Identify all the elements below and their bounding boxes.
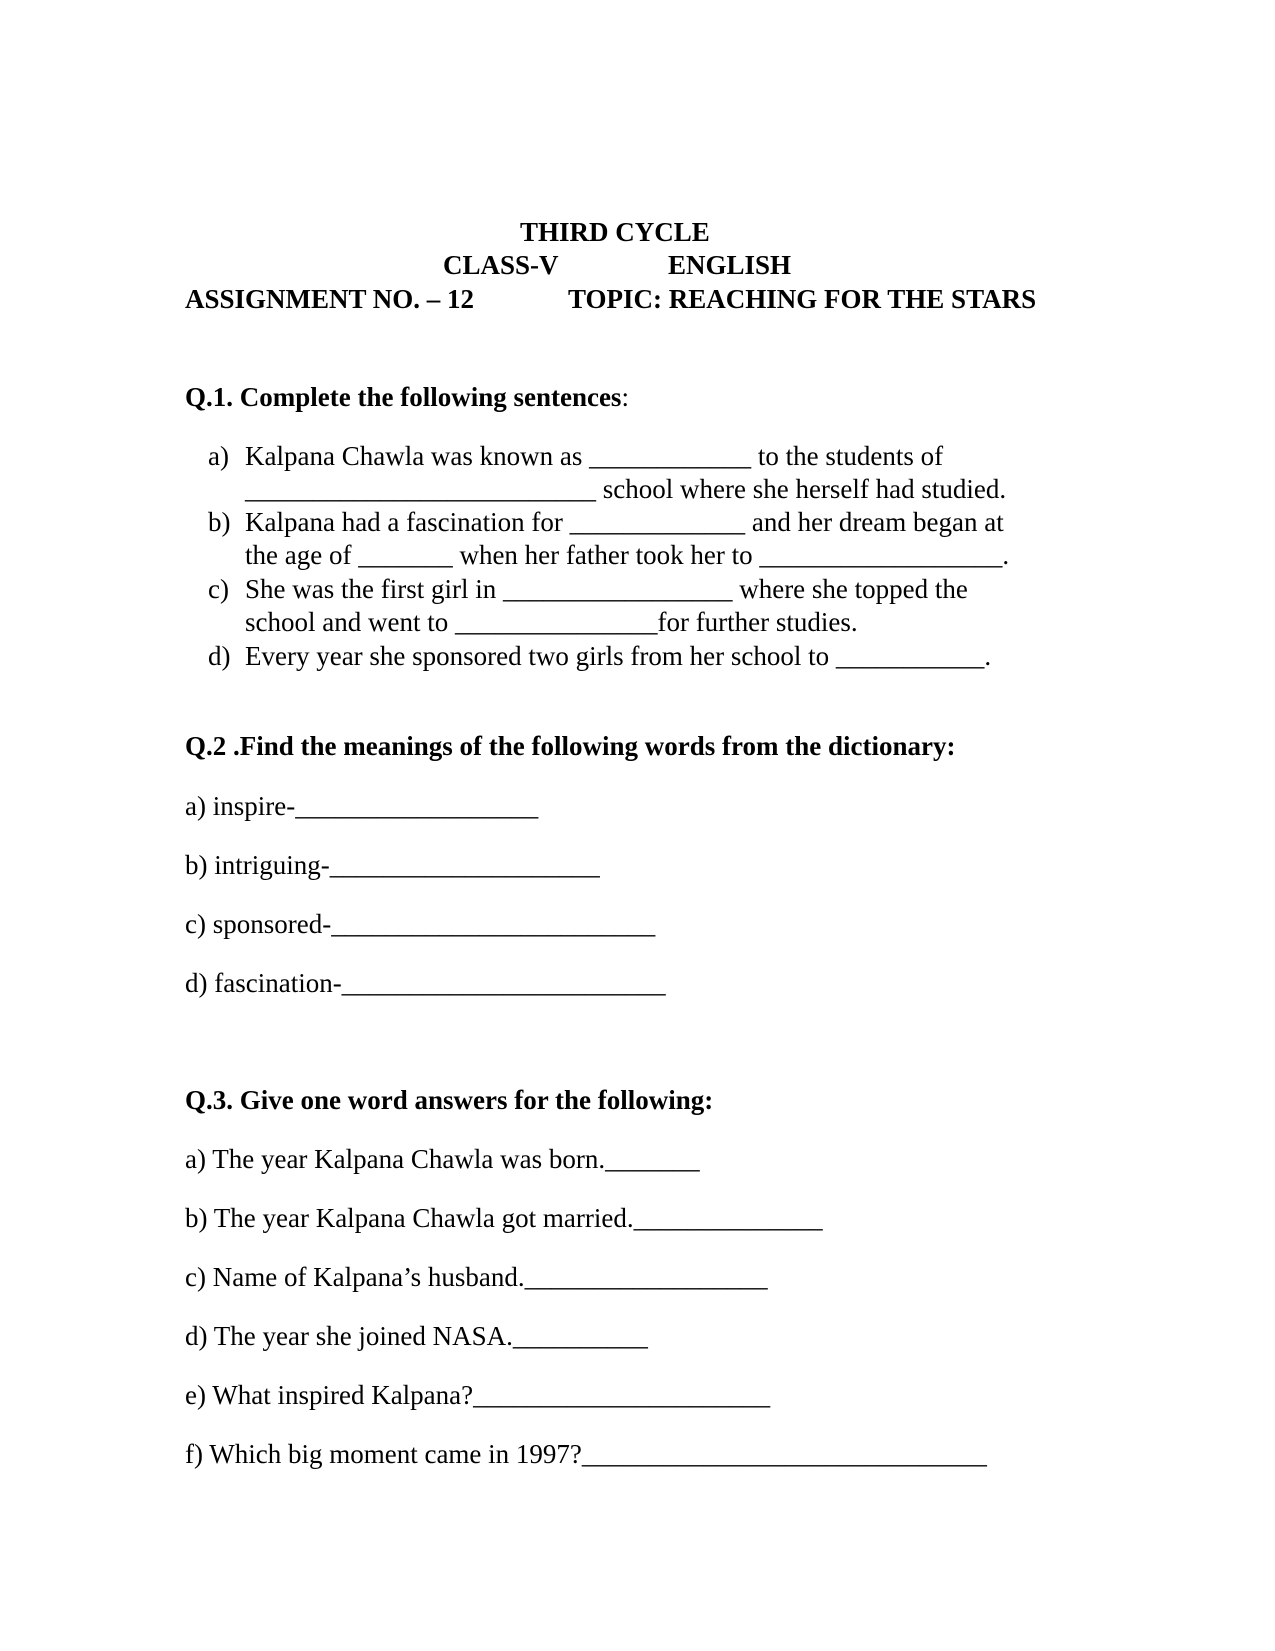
q1-item-marker: b) — [208, 507, 231, 537]
q2-heading: Q.2 .Find the meanings of the following words from the dictionary: — [185, 731, 956, 761]
q3-item: e) What inspired Kalpana?______________________ — [185, 1380, 771, 1410]
q2-item: d) fascination-________________________ — [185, 968, 666, 998]
topic-title: TOPIC: REACHING FOR THE STARS — [568, 284, 1037, 314]
q3-item: b) The year Kalpana Chawla got married.______________ — [185, 1203, 823, 1233]
q1-item-marker: c) — [208, 574, 229, 604]
q1-item-marker: a) — [208, 441, 229, 471]
q1-item-line: Kalpana Chawla was known as ____________ to the students of — [245, 441, 944, 471]
q1-item-marker: d) — [208, 641, 231, 671]
assignment-number: ASSIGNMENT NO. – 12 — [185, 284, 475, 314]
cycle-title: THIRD CYCLE — [520, 217, 710, 247]
q1-item-line: Every year she sponsored two girls from her school to ___________. — [245, 641, 992, 671]
q1-heading-text: Q.1. Complete the following sentences — [185, 382, 622, 412]
subject-label: ENGLISH — [668, 250, 792, 280]
q1-heading — [185, 384, 629, 411]
q1-item-line: __________________________ school where she herself had studied. — [245, 474, 1007, 504]
q3-item: d) The year she joined NASA.__________ — [185, 1321, 648, 1351]
q1-item-line: Kalpana had a fascination for _____________ and her dream began at — [245, 507, 1004, 537]
q2-item: c) sponsored-________________________ — [185, 909, 656, 939]
q3-heading: Q.3. Give one word answers for the following: — [185, 1085, 714, 1115]
q1-item-line: school and went to _______________for further studies. — [245, 607, 858, 637]
q1-item-line: She was the first girl in _________________ where she topped the — [245, 574, 968, 604]
q2-item: a) inspire-__________________ — [185, 791, 539, 821]
q3-item: a) The year Kalpana Chawla was born._______ — [185, 1144, 700, 1174]
q3-item: f) Which big moment came in 1997?______________________________ — [185, 1439, 987, 1469]
q1-heading-colon: : — [621, 382, 629, 412]
q3-item: c) Name of Kalpana’s husband.__________________ — [185, 1262, 768, 1292]
q1-item-line: the age of _______ when her father took her to __________________. — [245, 540, 1010, 570]
class-label: CLASS-V — [443, 250, 559, 280]
q2-item: b) intriguing-____________________ — [185, 850, 600, 880]
